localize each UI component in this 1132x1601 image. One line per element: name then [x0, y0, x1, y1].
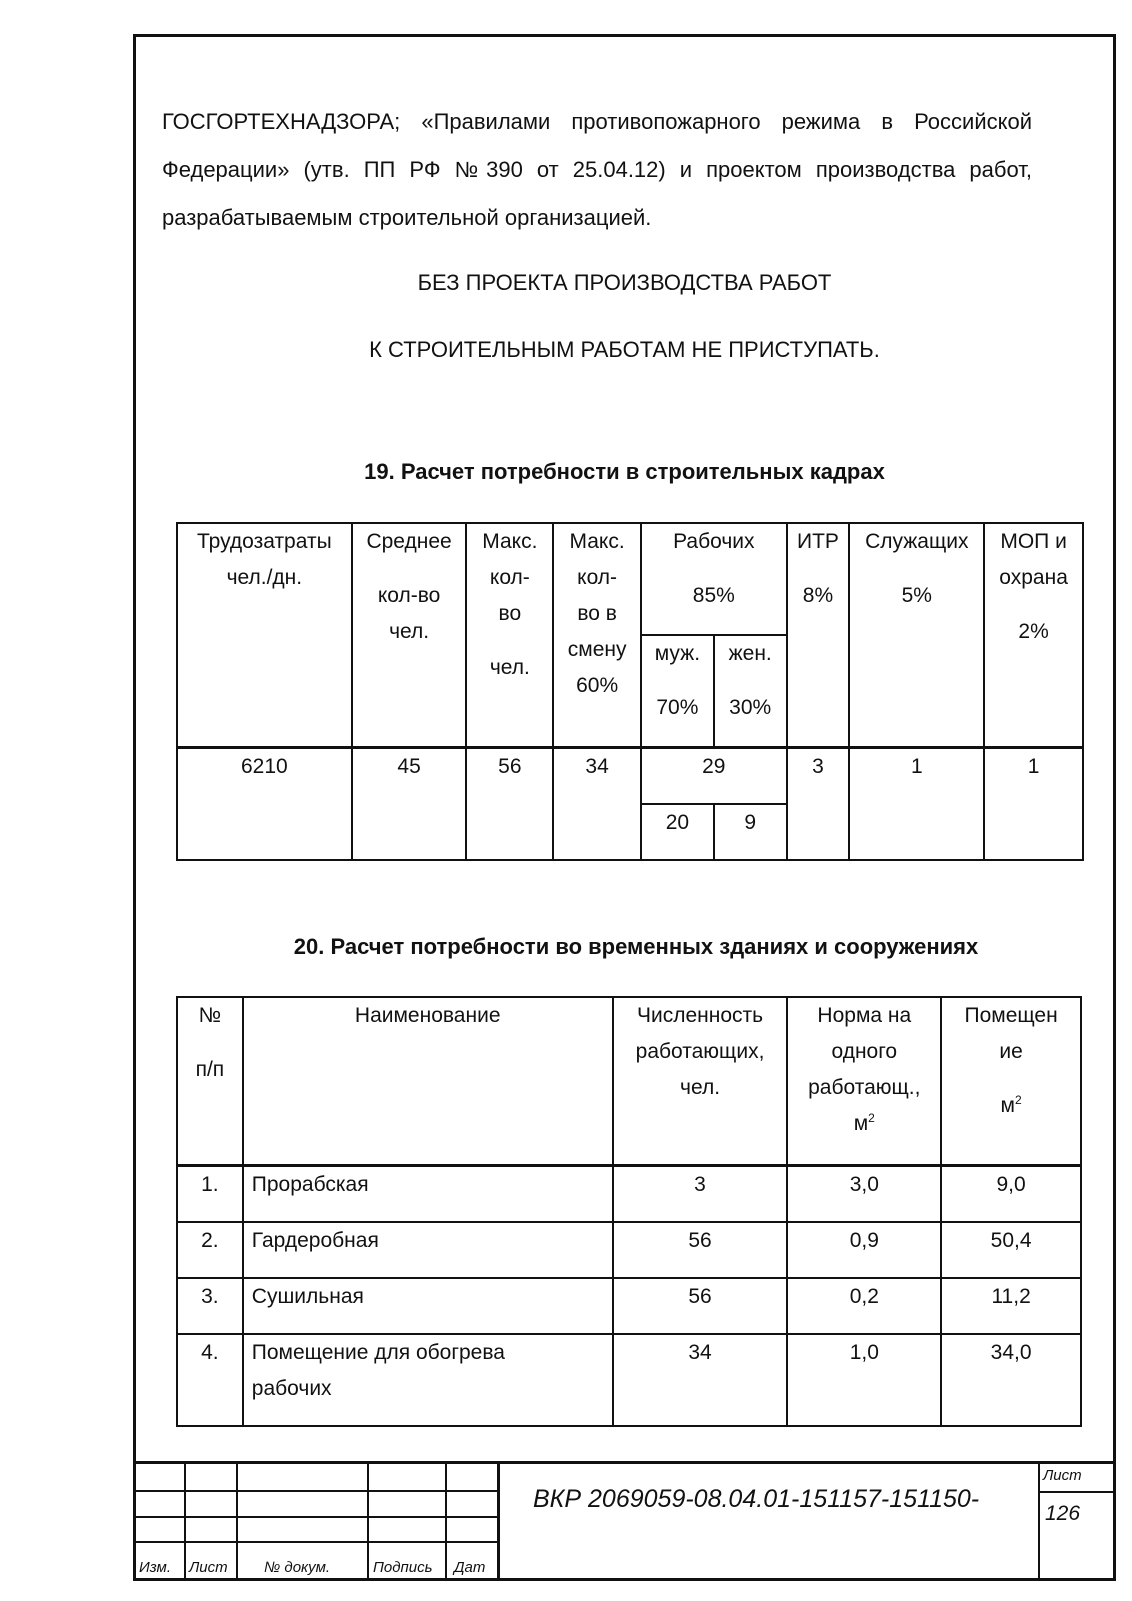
header-mop: МОП и охрана 2%: [984, 523, 1083, 747]
intro-line: Федерации» (утв. ПП РФ №390 от 25.04.12) и проектом производства работ,: [162, 157, 1032, 182]
row-count: 56: [613, 1222, 788, 1278]
header-labor: Трудозатраты чел./дн.: [177, 523, 352, 747]
title-block: [133, 1461, 1116, 1581]
table-row: [177, 1278, 1081, 1334]
row-norm: 0,9: [787, 1222, 941, 1278]
row-norm: 3,0: [787, 1165, 941, 1222]
row-room: 11,2: [941, 1278, 1081, 1334]
staff-table: [176, 522, 1084, 861]
cell-employees: 1: [849, 747, 984, 860]
cell-shift: 34: [553, 747, 641, 860]
header-employees: Служащих 5%: [849, 523, 984, 747]
row-count: 34: [613, 1334, 788, 1426]
row-norm: 1,0: [787, 1334, 941, 1426]
row-count: 3: [613, 1165, 788, 1222]
row-count: 56: [613, 1278, 788, 1334]
header-avg: Среднее кол-во чел.: [352, 523, 467, 747]
table-row: [177, 1334, 1081, 1426]
row-name: Помещение для обогрева рабочих: [243, 1334, 613, 1426]
row-name: Гардеробная: [243, 1222, 613, 1278]
header-name: Наименование: [243, 997, 613, 1165]
header-max: Макс. кол- во чел.: [466, 523, 553, 747]
table-row: [177, 1165, 1081, 1222]
row-num: 3.: [177, 1278, 243, 1334]
row-num: 2.: [177, 1222, 243, 1278]
header-itr: ИТР 8%: [787, 523, 850, 747]
stamp-sign: Подпись: [373, 1559, 433, 1576]
row-room: 50,4: [941, 1222, 1081, 1278]
header-norm: Норма на одного работающ., $м^2$: [787, 997, 941, 1165]
intro-line: ГОСГОРТЕХНАДЗОРА; «Правилами противопожарного режима в Российской: [162, 109, 1032, 134]
header-workers: Рабочих 85%: [641, 523, 787, 635]
cell-men: 20: [641, 804, 714, 860]
stamp-sheet-label: Лист: [1043, 1467, 1082, 1484]
stamp-izm: Изм.: [139, 1559, 171, 1576]
warning-line-2: К СТРОИТЕЛЬНЫМ РАБОТАМ НЕ ПРИСТУПАТЬ.: [369, 337, 880, 362]
cell-women: 9: [714, 804, 787, 860]
row-room: 9,0: [941, 1165, 1081, 1222]
cell-mop: 1: [984, 747, 1083, 860]
header-women: жен. 30%: [714, 635, 787, 747]
row-norm: 0,2: [787, 1278, 941, 1334]
header-shift: Макс. кол- во в смену 60%: [553, 523, 641, 747]
header-room: Помещен ие $м^2$: [941, 997, 1081, 1165]
table-row: [177, 1222, 1081, 1278]
section-20-title: 20. Расчет потребности во временных зданиях и сооружениях: [293, 934, 979, 959]
row-room: 34,0: [941, 1334, 1081, 1426]
sheet-number: 126: [1045, 1502, 1081, 1525]
stamp-list: Лист: [189, 1559, 228, 1576]
stamp-doc: № докум.: [264, 1559, 331, 1576]
row-num: 4.: [177, 1334, 243, 1426]
cell-workers: 29: [641, 747, 787, 804]
header-men: муж. 70%: [641, 635, 714, 747]
cell-avg: 45: [352, 747, 467, 860]
row-name: Сушильная: [243, 1278, 613, 1334]
document-code: ВКР 2069059-08.04.01-151157-151150-: [533, 1485, 980, 1513]
intro-line: разрабатываемым строительной организацией.: [162, 205, 652, 230]
row-name: Прорабская: [243, 1165, 613, 1222]
buildings-table: [176, 996, 1082, 1427]
warning-line-1: БЕЗ ПРОЕКТА ПРОИЗВОДСТВА РАБОТ: [417, 270, 832, 295]
header-count: Численность работающих, чел.: [613, 997, 788, 1165]
cell-itr: 3: [787, 747, 850, 860]
header-num: № п/п: [177, 997, 243, 1165]
intro-paragraph: [162, 98, 1032, 242]
stamp-date: Дат: [454, 1559, 486, 1576]
section-19-title: 19. Расчет потребности в строительных кадрах: [364, 459, 885, 484]
cell-max: 56: [466, 747, 553, 860]
cell-labor: 6210: [177, 747, 352, 860]
row-num: 1.: [177, 1165, 243, 1222]
